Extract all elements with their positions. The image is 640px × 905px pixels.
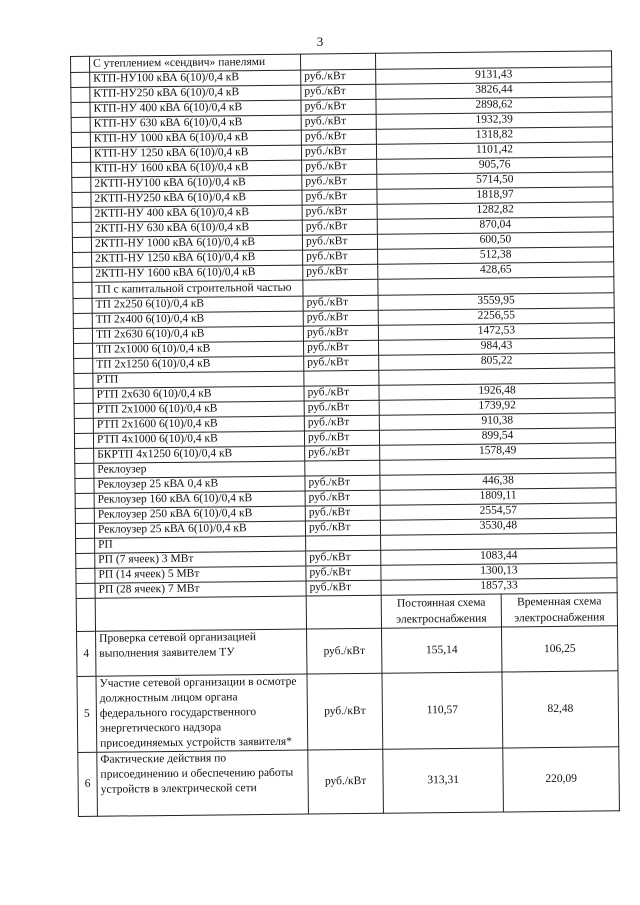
row-unit: руб./кВт [304,385,379,401]
row-unit: руб./кВт [301,114,376,130]
row-value: 446,38 [380,473,616,490]
item-permanent-value: 110,57 [382,672,503,749]
row-value: 2256,55 [378,308,614,325]
row-number-cell [72,207,91,222]
row-name: КТП-НУ 1600 кВА 6(10)/0,4 кВ [91,160,302,177]
row-name: БКРТП 4х1250 6(10)/0,4 кВ [94,446,305,463]
item-permanent-value: 155,14 [382,627,502,673]
item-row [77,671,619,753]
row-number-cell [71,56,90,72]
row-name: КТП-НУ 400 кВА 6(10)/0,4 кВ [90,100,301,117]
row-number-cell [71,147,90,162]
row-unit: руб./кВт [302,174,377,190]
row-value: 1300,13 [381,563,617,580]
row-name: КТП-НУ250 кВА 6(10)/0,4 кВ [90,85,301,102]
item-unit: руб./кВт [307,673,383,750]
row-number-cell [75,478,94,493]
row-number-cell [71,87,90,102]
row-number-cell [72,177,91,192]
row-unit: руб./кВт [301,99,376,115]
item-unit: руб./кВт [308,749,384,814]
row-value: 910,38 [379,413,615,430]
row-value: 899,54 [379,428,615,445]
item-row [78,747,620,817]
tariff-table-body [71,51,620,817]
row-value: 1578,49 [380,443,616,460]
row-value: 1318,82 [376,127,612,144]
row-name: РТП 2х1000 6(10)/0,4 кВ [93,401,304,418]
item-name: Фактические действия по присоединению и обеспечению работы устройств в электрической сети [97,750,309,816]
row-unit: руб./кВт [304,355,379,371]
row-unit: руб./кВт [303,340,378,356]
row-number-cell [72,162,91,177]
row-name: РП (14 ячеек) 5 МВт [95,566,306,583]
row-number-cell [74,343,93,358]
row-unit: руб./кВт [302,189,377,205]
row-value: 1926,48 [379,383,615,400]
row-number-cell [73,267,92,282]
row-unit: руб./кВт [305,475,380,491]
row-unit: руб./кВт [303,295,378,311]
row-name: ТП 2х630 6(10)/0,4 кВ [92,326,303,343]
item-unit: руб./кВт [307,628,382,674]
row-number-cell [75,463,94,478]
row-name: КТП-НУ 1250 кВА 6(10)/0,4 кВ [90,145,301,162]
row-name: КТП-НУ 630 кВА 6(10)/0,4 кВ [90,115,301,132]
row-number-cell [71,117,90,132]
row-number-cell [73,298,92,313]
row-name: КТП-НУ 1000 кВА 6(10)/0,4 кВ [90,130,301,147]
row-name: 2КТП-НУ 1000 кВА 6(10)/0,4 кВ [91,235,302,252]
row-value: 1857,33 [381,578,617,595]
row-unit: руб./кВт [304,400,379,416]
row-number-cell [74,358,93,373]
row-unit: руб./кВт [303,249,378,265]
item-temporary-value: 106,25 [502,626,618,672]
row-number-cell [71,132,90,147]
row-unit: руб./кВт [303,325,378,341]
row-value: 3826,44 [376,82,612,99]
row-unit: руб./кВт [302,204,377,220]
row-unit: руб./кВт [301,129,376,145]
row-unit: руб./кВт [306,550,381,566]
row-name: ТП 2х250 6(10)/0,4 кВ [92,296,303,313]
row-number-cell [75,493,94,508]
row-name: РТП 4х1000 6(10)/0,4 кВ [93,431,304,448]
row-name: 2КТП-НУ100 кВА 6(10)/0,4 кВ [91,175,302,192]
row-value: 1809,11 [380,488,616,505]
row-number-cell [74,373,93,388]
row-value: 3559,95 [378,293,614,310]
row-unit: руб./кВт [305,520,380,536]
row-number-cell [74,403,93,418]
row-number-cell [73,282,92,298]
header-permanent: Постоянная схема электроснабжения [381,594,501,628]
row-name: КТП-НУ100 кВА 6(10)/0,4 кВ [90,70,301,87]
row-number-cell [75,523,94,538]
row-unit [304,370,379,386]
row-name: ТП с капитальной строительной частью [92,280,303,298]
row-value: 5714,50 [377,172,613,189]
row-name: Реклоузер [94,461,305,478]
row-name: Реклоузер 250 кВА 6(10)/0,4 кВ [94,506,305,523]
row-value: 1818,97 [377,187,613,204]
row-value: 870,04 [377,217,613,234]
row-number-cell [73,252,92,267]
row-unit: руб./кВт [303,310,378,326]
item-name: Участие сетевой организации в осмотре должностным лицом органа федерального государственного энергетического надзора присоединяемых устройств заявителя* [96,674,308,752]
item-number: 6 [78,752,98,816]
row-unit: руб./кВт [302,219,377,235]
row-unit: руб./кВт [305,505,380,521]
row-value: 1932,39 [376,112,612,129]
row-name: ТП 2х1250 6(10)/0,4 кВ [93,356,304,373]
row-name: РТП [93,371,304,388]
header-empty-cell [306,595,381,629]
row-name: 2КТП-НУ 630 кВА 6(10)/0,4 кВ [91,220,302,237]
row-number-cell [76,553,95,568]
row-number-cell [71,72,90,87]
row-number-cell [74,433,93,448]
row-value: 1472,53 [378,323,614,340]
row-name: РТП 2х630 6(10)/0,4 кВ [93,386,304,403]
item-number: 5 [77,676,97,752]
row-number-cell [71,102,90,117]
row-value: 805,22 [379,353,615,370]
row-value: 905,76 [377,157,613,174]
header-empty-cell [95,596,306,631]
row-number-cell [72,237,91,252]
row-name: С утеплением «сендвич» панелями [90,54,301,72]
row-value: 428,65 [378,262,614,279]
item-temporary-value: 220,09 [503,747,620,812]
row-name: ТП 2х1000 6(10)/0,4 кВ [93,341,304,358]
row-unit [305,460,380,476]
item-permanent-value: 313,31 [383,748,504,813]
row-name: Реклоузер 25 кВА 6(10)/0,4 кВ [94,521,305,538]
row-number-cell [72,192,91,207]
row-name: 2КТП-НУ 1600 кВА 6(10)/0,4 кВ [92,265,303,282]
column-header-row [76,593,617,632]
header-temporary: Временная схема электроснабжения [501,593,617,627]
row-unit: руб./кВт [305,445,380,461]
row-unit: руб./кВт [301,84,376,100]
row-number-cell [73,328,92,343]
row-unit: руб./кВт [302,159,377,175]
header-empty-cell [76,598,95,631]
row-name: Реклоузер 160 кВА 6(10)/0,4 кВ [94,491,305,508]
row-name: РТП 2х1600 6(10)/0,4 кВ [93,416,304,433]
row-number-cell [76,583,95,598]
row-unit: руб./кВт [303,264,378,280]
tariff-table [70,50,620,817]
row-name: ТП 2х400 6(10)/0,4 кВ [92,311,303,328]
row-unit: руб./кВт [301,144,376,160]
row-name: 2КТП-НУ 1250 кВА 6(10)/0,4 кВ [92,250,303,267]
row-value: 1739,92 [379,398,615,415]
row-number-cell [76,568,95,583]
row-value: 2554,57 [380,503,616,520]
row-unit: руб./кВт [306,565,381,581]
row-name: РП [95,536,306,553]
row-value: 1282,82 [377,202,613,219]
row-unit: руб./кВт [302,234,377,250]
row-unit [303,279,378,296]
row-value: 984,43 [378,338,614,355]
row-unit: руб./кВт [301,69,376,85]
row-value: 3530,48 [380,518,616,535]
item-row [77,626,618,677]
row-unit: руб./кВт [306,580,381,596]
row-number-cell [76,538,95,553]
row-value: 512,38 [378,247,614,264]
row-name: РП (28 ячеек) 7 МВт [95,581,306,598]
row-number-cell [74,388,93,403]
row-value: 9131,43 [376,67,612,84]
item-temporary-value: 82,48 [502,671,619,748]
item-number: 4 [77,631,96,676]
row-unit: руб./кВт [304,415,379,431]
page-number: 3 [316,34,324,49]
row-name: РП (7 ячеек) 3 МВт [95,551,306,568]
row-number-cell [75,508,94,523]
row-value: 600,50 [377,232,613,249]
row-number-cell [72,222,91,237]
row-number-cell [73,313,92,328]
row-unit: руб./кВт [305,490,380,506]
row-unit [306,535,381,551]
row-number-cell [75,448,94,463]
row-number-cell [74,418,93,433]
row-name: 2КТП-НУ250 кВА 6(10)/0,4 кВ [91,190,302,207]
row-unit: руб./кВт [304,430,379,446]
row-name: Реклоузер 25 кВА 0,4 кВ [94,476,305,493]
row-value: 2898,62 [376,97,612,114]
row-name: 2КТП-НУ 400 кВА 6(10)/0,4 кВ [91,205,302,222]
row-value: 1101,42 [376,142,612,159]
row-unit [300,53,375,70]
item-name: Проверка сетевой организацией выполнения заявителем ТУ [96,629,307,676]
row-value: 1083,44 [381,548,617,565]
